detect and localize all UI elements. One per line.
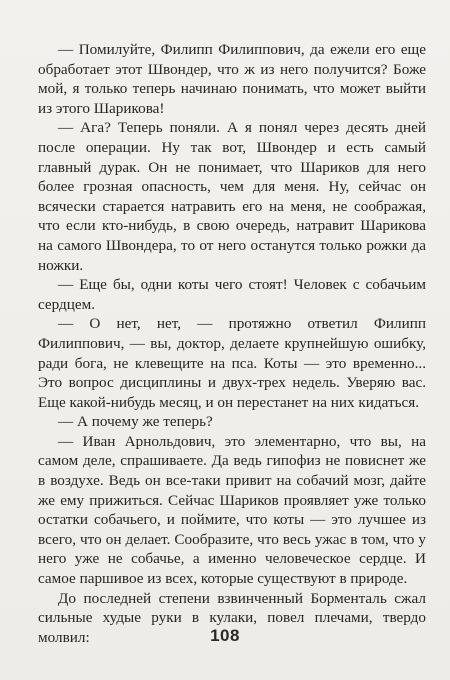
paragraph-1: — Помилуйте, Филипп Филиппович, да ежели его еще обработает этот Швондер, что ж из него получится? Боже мой, я только теперь начинаю понимать, что может выйти из этого Шарикова! — [38, 41, 426, 117]
page-body — [38, 40, 426, 647]
page-number: 108 — [210, 626, 240, 645]
paragraph-3: — Еще бы, одни коты чего стоят! Человек с собачьим сердцем. — [38, 276, 426, 313]
paragraph-4: — О нет, нет, — протяжно ответил Филипп Филиппович, — вы, доктор, делаете крупнейшую ошибку, ради бога, не клевещите на пса. Коты — это временно... Это вопрос дисциплины и двух-трех недель. Уверяю вас. Еще какой-нибудь месяц, и он перестанет на них кидаться. — [38, 315, 426, 411]
paragraph-7: До последней степени взвинченный Борменталь сжал сильные худые руки в кулаки, повел плечами, твердо молвил: — [38, 589, 426, 646]
paragraph-6: — Иван Арнольдович, это элементарно, что вы, на самом деле, спрашиваете. Да ведь гипофиз не повиснет же в воздухе. Ведь он все-таки привит на собачий мозг, дайте же ему прижиться. Сейчас Шариков проявляет уже только остатки собачьего, и поймите, что коты — это лучшее из всего, что он делает. Сообразите, что весь ужас в том, что у него уже не собачье, а именно человеческое сердце. И самое паршивое из всех, которые существуют в природе. — [38, 432, 426, 588]
paragraph-2: — Ага? Теперь поняли. А я понял через десять дней после операции. Ну так вот, Швондер и есть самый главный дурак. Он не понимает, что Шариков для него более грозная опасность, чем для меня. Ну, сейчас он всячески старается натравить его на меня, не соображая, что если кто-нибудь, в свою очередь, натравит Шарикова на самого Швондера, то от него останутся только рожки да ножки. — [38, 119, 426, 274]
paragraph-5: — А почему же теперь? — [58, 413, 213, 431]
